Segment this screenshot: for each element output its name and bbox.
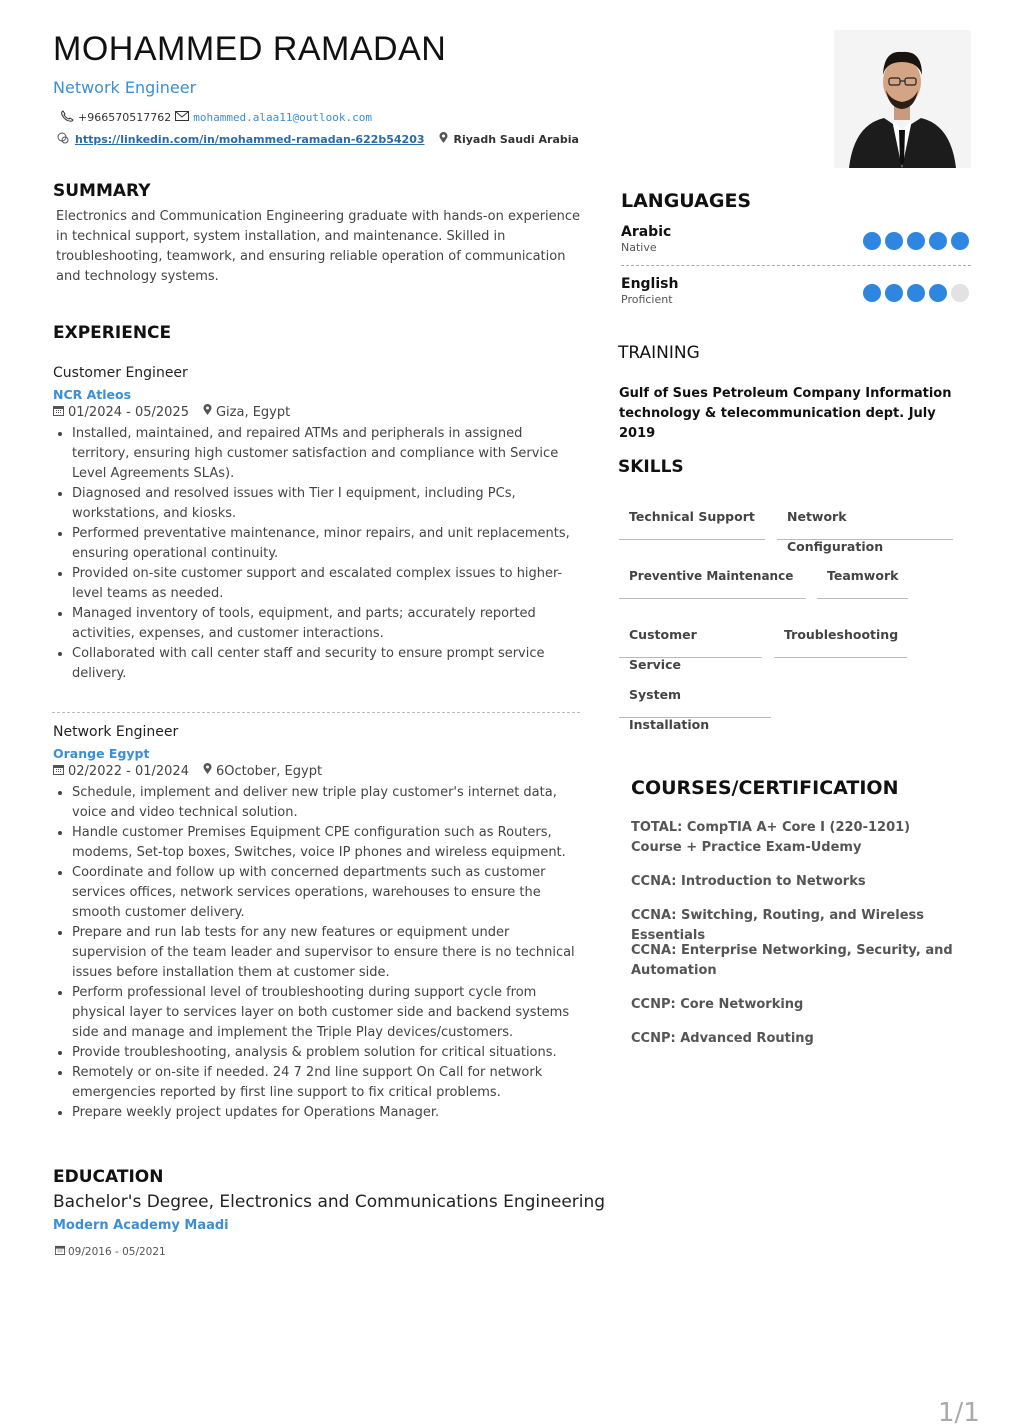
- job-bullets: [53, 783, 583, 1123]
- skill-tag: Network Configuration: [777, 502, 953, 540]
- rating-dot-filled: [929, 232, 947, 250]
- location: Riyadh Saudi Arabia: [453, 133, 579, 146]
- candidate-name: MOHAMMED RAMADAN: [53, 30, 447, 68]
- job-bullet: • Prepare weekly project updates for Operations Manager.: [72, 1103, 583, 1123]
- job-bullet: • Diagnosed and resolved issues with Tier I equipment, including PCs, workstations, and kiosks.: [72, 484, 583, 524]
- course-item: CCNP: Advanced Routing: [631, 1031, 814, 1046]
- education-heading: EDUCATION: [53, 1167, 164, 1187]
- rating-dot-filled: [929, 284, 947, 302]
- calendar-icon: [53, 405, 64, 420]
- job-bullets: [53, 424, 583, 684]
- training-heading: TRAINING: [618, 343, 700, 363]
- education-degree: Bachelor's Degree, Electronics and Communications Engineering: [53, 1192, 606, 1212]
- job-company: Orange Egypt: [53, 746, 150, 761]
- job-bullet: • Performed preventative maintenance, minor repairs, and unit replacements, ensuring operational continuity.: [72, 524, 583, 564]
- skill-tag: Preventive Maintenance: [619, 561, 806, 599]
- job-dates: 02/2022 - 01/2024: [68, 763, 189, 779]
- job-location: 6October, Egypt: [215, 763, 323, 779]
- job-bullet: • Provide troubleshooting, analysis & problem solution for critical situations.: [72, 1043, 583, 1063]
- location-pin-icon: [439, 132, 448, 147]
- language-divider: [621, 265, 971, 266]
- page-indicator: 1/1: [938, 1398, 980, 1428]
- location-pin-icon: [203, 763, 212, 779]
- job-meta: [53, 404, 583, 420]
- job-meta: [53, 763, 583, 779]
- rating-dot-filled: [907, 284, 925, 302]
- skill-tag: System Installation: [619, 680, 771, 718]
- education-dates: 09/2016 - 05/2021: [68, 1245, 166, 1258]
- job-bullet: • Collaborated with call center staff and security to ensure prompt service delivery.: [72, 644, 583, 684]
- education-meta: [55, 1245, 166, 1258]
- rating-dot-filled: [863, 284, 881, 302]
- training-text: Gulf of Sues Petroleum Company Information technology & telecommunication dept. July 2019: [619, 386, 952, 441]
- job-entry: [53, 724, 583, 1123]
- calendar-icon: [55, 1245, 65, 1258]
- job-bullet: • Schedule, implement and deliver new triple play customer's internet data, voice and video technical solution.: [72, 783, 583, 823]
- experience-heading: EXPERIENCE: [53, 323, 172, 343]
- skill-tag: Troubleshooting: [774, 620, 907, 658]
- location-pin-icon: [203, 404, 212, 420]
- course-item: CCNP: Core Networking: [631, 997, 804, 1012]
- skill-tag: Technical Support: [619, 502, 765, 540]
- phone-icon: [60, 110, 74, 125]
- rating-dot-empty: [951, 284, 969, 302]
- job-title: Network Engineer: [53, 78, 197, 97]
- job-bullet: • Installed, maintained, and repaired ATMs and peripherals in assigned territory, ensuring high customer satisfaction and compliance with Service Level Agreements SLAs).: [72, 424, 583, 484]
- language-level: Proficient: [621, 293, 673, 306]
- course-item: CCNA: Enterprise Networking, Security, and Automation: [631, 943, 953, 978]
- job-bullet: • Coordinate and follow up with concerned departments such as customer services offices, network services operations, warehouses to ensure the smooth customer delivery.: [72, 863, 583, 923]
- rating-dot-filled: [907, 232, 925, 250]
- language-rating: [863, 284, 969, 302]
- language-rating: [863, 232, 969, 250]
- skill-tag: Teamwork: [817, 561, 908, 599]
- rating-dot-filled: [885, 232, 903, 250]
- job-role: Customer Engineer: [53, 365, 188, 381]
- summary-heading: SUMMARY: [53, 181, 151, 201]
- email-link[interactable]: mohammed.alaa11@outlook.com: [193, 111, 373, 124]
- summary-text: Electronics and Communication Engineering graduate with hands-on experience in technical support, system installation, and maintenance. Skilled in troubleshooting, teamwork, and ensuring reliable operation of communication and technology systems.: [56, 209, 581, 284]
- skills-heading: SKILLS: [618, 457, 684, 477]
- course-item: CCNA: Switching, Routing, and Wireless Essentials: [631, 908, 924, 943]
- job-bullet: • Provided on-site customer support and escalated complex issues to higher-level teams as needed.: [72, 564, 583, 604]
- rating-dot-filled: [951, 232, 969, 250]
- rating-dot-filled: [863, 232, 881, 250]
- language-name: English: [621, 276, 679, 292]
- language-name: Arabic: [621, 224, 672, 240]
- rating-dot-filled: [885, 284, 903, 302]
- job-bullet: • Prepare and run lab tests for any new features or equipment under supervision of the team leader and supervisor to ensure there is no technical issues before installation them at customer side.: [72, 923, 583, 983]
- job-bullet: • Managed inventory of tools, equipment, and parts; accurately reported activities, expenses, and customer interactions.: [72, 604, 583, 644]
- language-level: Native: [621, 241, 657, 254]
- course-item: CCNA: Introduction to Networks: [631, 874, 866, 889]
- phone-number[interactable]: +966570517762: [78, 111, 172, 124]
- job-company: NCR Atleos: [53, 387, 132, 402]
- profile-photo: [834, 30, 971, 168]
- job-bullet: • Remotely or on-site if needed. 24 7 2nd line support On Call for network emergencies reported by first line support to fix critical problems.: [72, 1063, 583, 1103]
- job-bullet: • Handle customer Premises Equipment CPE configuration such as Routers, modems, Set-top boxes, Switches, voice IP phones and wireless equipment.: [72, 823, 583, 863]
- job-dates: 01/2024 - 05/2025: [68, 404, 189, 420]
- job-location: Giza, Egypt: [215, 404, 291, 420]
- course-item: TOTAL: CompTIA A+ Core I (220-1201) Course + Practice Exam-Udemy: [631, 820, 911, 855]
- contact-line: [60, 110, 372, 125]
- email-icon: [175, 111, 189, 124]
- contact-line-2: [57, 132, 579, 147]
- linkedin-link[interactable]: https://linkedin.com/in/mohammed-ramadan-622b54203: [75, 133, 425, 146]
- education-school: Modern Academy Maadi: [53, 1218, 229, 1233]
- linkedin-icon: [57, 132, 69, 147]
- calendar-icon: [53, 764, 64, 779]
- job-role: Network Engineer: [53, 724, 179, 740]
- language-item: [621, 224, 971, 254]
- language-item: [621, 276, 971, 306]
- job-divider: [52, 712, 580, 713]
- courses-heading: COURSES/CERTIFICATION: [631, 777, 899, 799]
- job-bullet: • Perform professional level of troubleshooting during support cycle from physical layer to services layer on both customer side and backend systems side and manage and implement the Triple Play devices/customers.: [72, 983, 583, 1043]
- job-entry: [53, 365, 583, 684]
- languages-heading: LANGUAGES: [621, 190, 752, 212]
- skill-tag: Customer Service: [619, 620, 762, 658]
